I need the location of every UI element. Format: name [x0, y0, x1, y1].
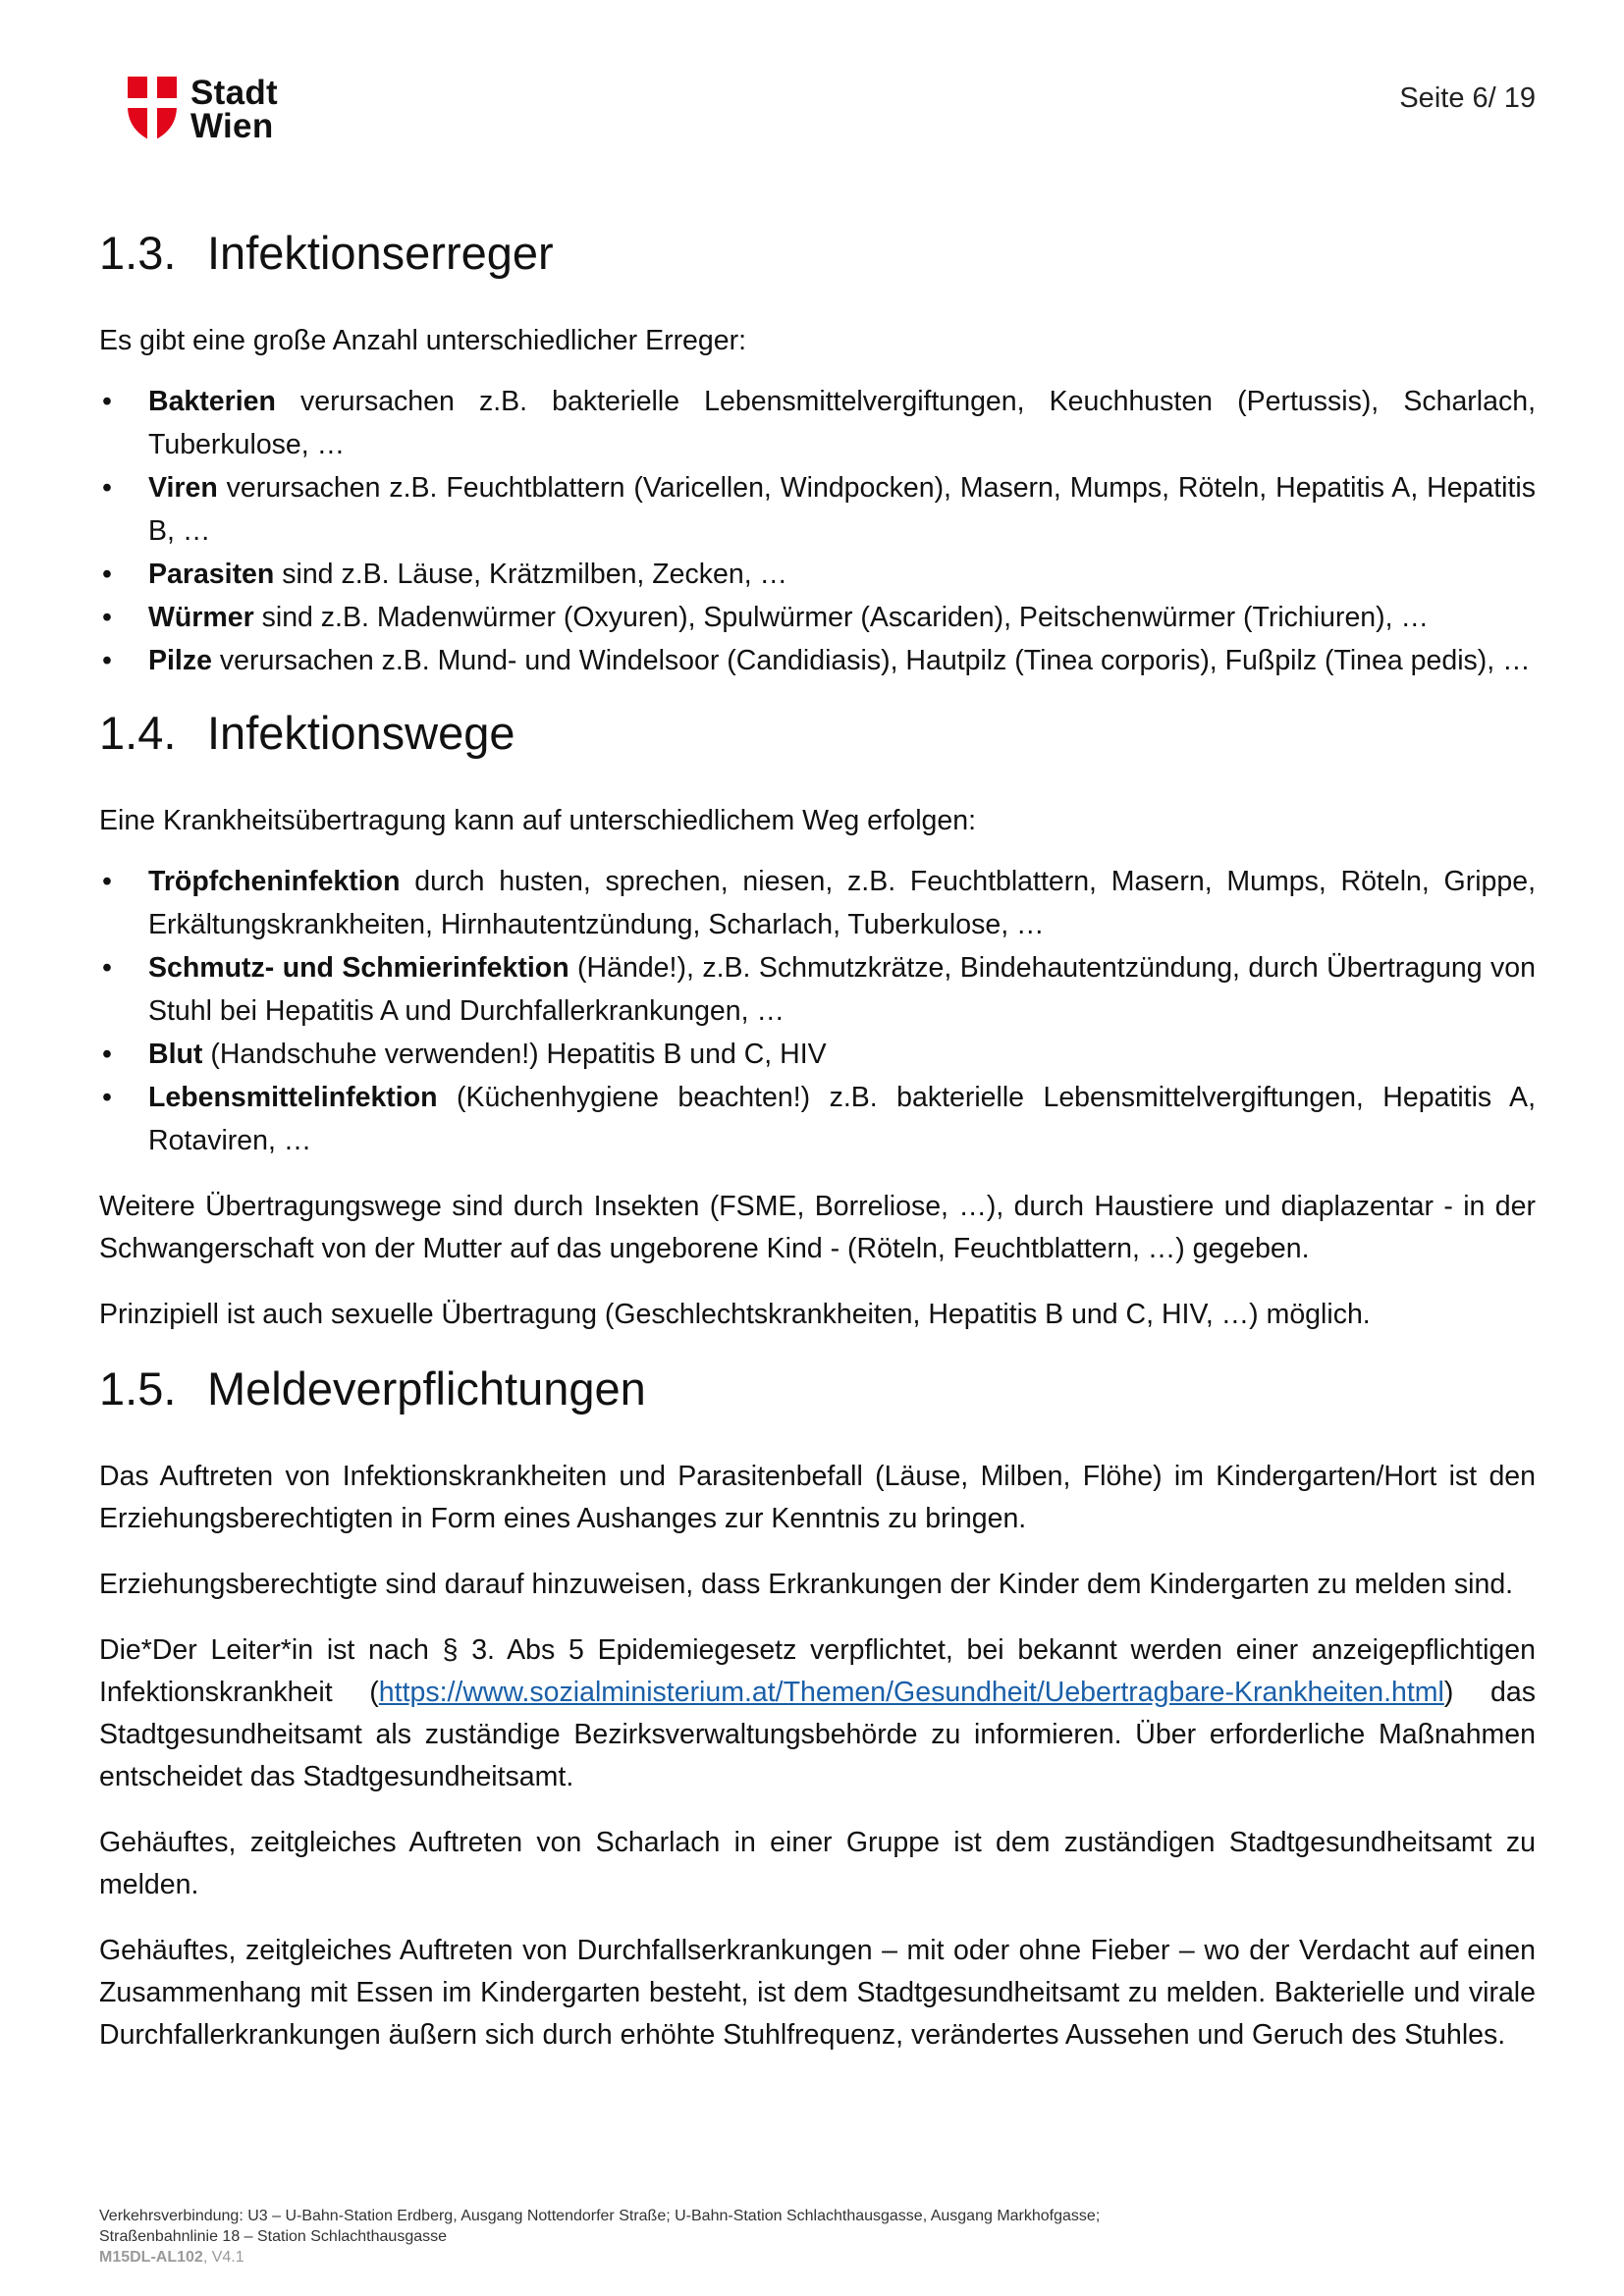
paragraph: Prinzipiell ist auch sexuelle Übertragung (Geschlechtskrankheiten, Hepatitis B und C, HIV, …) möglich. — [99, 1299, 1371, 1330]
page-footer — [99, 2206, 1100, 2268]
page-number: Seite 6/ 19 — [1399, 82, 1536, 114]
bullet-icon: • — [102, 952, 112, 984]
footer-line-1: Verkehrsverbindung: U3 – U-Bahn-Station Erdberg, Ausgang Nottendorfer Straße; U-Bahn-Station Schlachthausgasse, Ausgang Markhofgasse; — [99, 2208, 1101, 2224]
section-title: Infektionswege — [207, 707, 515, 759]
list-item: • Würmer sind z.B. Madenwürmer (Oxyuren), Spulwürmer (Ascariden), Peitschenwürmer (Trichiuren), … — [99, 596, 1536, 639]
list-item: • Schmutz- und Schmierinfektion (Hände!), z.B. Schmutzkrätze, Bindehautentzündung, durch Übertragung von Stuhl bei Hepatitis A und Durchfallerkrankungen, … — [99, 946, 1536, 1033]
logo-line-2: Wien — [190, 107, 274, 145]
list-item: • Viren verursachen z.B. Feuchtblattern (Varicellen, Windpocken), Masern, Mumps, Röteln, Hepatitis A, Hepatitis B, … — [99, 466, 1536, 553]
infektionswege-list — [99, 860, 1536, 1162]
list-item: • Pilze verursachen z.B. Mund- und Windelsoor (Candidiasis), Hautpilz (Tinea corporis), Fußpilz (Tinea pedis), … — [99, 639, 1536, 682]
paragraph: Weitere Übertragungswege sind durch Insekten (FSME, Borreliose, …), durch Haustiere und diaplazentar - in der Schwangerschaft von der Mutter auf das ungeborene Kind - (Röteln, Feuchtblattern, …) gegeben. — [99, 1191, 1536, 1264]
paragraph: Erziehungsberechtigte sind darauf hinzuweisen, dass Erkrankungen der Kinder dem Kindergarten zu melden sind. — [99, 1569, 1514, 1600]
list-item: • Lebensmittelinfektion (Küchenhygiene beachten!) z.B. bakterielle Lebensmittelvergiftungen, Hepatitis A, Rotaviren, … — [99, 1076, 1536, 1162]
section-heading-infektionserreger — [99, 224, 1536, 283]
bullet-icon: • — [102, 866, 112, 897]
bullet-icon: • — [102, 386, 112, 417]
paragraph: Gehäuftes, zeitgleiches Auftreten von Scharlach in einer Gruppe ist dem zuständigen Stadtgesundheitsamt zu melden. — [99, 1827, 1536, 1900]
paragraph: Gehäuftes, zeitgleiches Auftreten von Durchfallserkrankungen – mit oder ohne Fieber – wo der Verdacht auf einen Zusammenhang mit Essen im Kindergarten besteht, ist dem Stadtgesundheitsamt zu melden. Bakterielle und virale Durchfallerkrankungen äußern sich durch erhöhte Stuhlfrequenz, verändertes Aussehen und Geruch des Stuhles. — [99, 1935, 1536, 2051]
section-intro: Eine Krankheitsübertragung kann auf unterschiedlichem Weg erfolgen: — [99, 805, 977, 836]
section-number: 1.5. — [99, 1362, 177, 1415]
list-item: • Tröpfcheninfektion durch husten, sprechen, niesen, z.B. Feuchtblattern, Masern, Mumps, Röteln, Grippe, Erkältungskrankheiten, Hirnhautentzündung, Scharlach, Tuberkulose, … — [99, 860, 1536, 946]
paragraph: Das Auftreten von Infektionskrankheiten und Parasitenbefall (Läuse, Milben, Flöhe) im Kindergarten/Hort ist den Erziehungsberechtigten in Form eines Aushanges zur Kenntnis zu bringen. — [99, 1461, 1536, 1534]
footer-line-2: Straßenbahnlinie 18 – Station Schlachthausgasse — [99, 2228, 448, 2245]
bullet-icon: • — [102, 602, 112, 633]
section-title: Infektionserreger — [207, 227, 554, 279]
stadt-wien-logo — [128, 74, 278, 145]
main-content — [99, 224, 1536, 2056]
list-item: • Parasiten sind z.B. Läuse, Krätzmilben, Zecken, … — [99, 553, 1536, 596]
bullet-icon: • — [102, 1082, 112, 1113]
logo-line-1: Stadt — [190, 74, 278, 112]
paragraph: Die*Der Leiter*in ist nach § 3. Abs 5 Epidemiegesetz verpflichtet, bei bekannt werden einer anzeigepflichtigen Infektionskrankheit (https://www.sozialministerium.at/Themen/Gesundheit/Uebertragbare-Krankheiten.html) das Stadtgesundheitsamt als zuständige Bezirksverwaltungsbehörde zu informieren. Über erforderliche Maßnahmen entscheidet das Stadtgesundheitsamt. — [99, 1634, 1536, 1792]
list-item: • Bakterien verursachen z.B. bakterielle Lebensmittelvergiftungen, Keuchhusten (Pertussis), Scharlach, Tuberkulose, … — [99, 380, 1536, 466]
bullet-icon: • — [102, 559, 112, 590]
bullet-icon: • — [102, 472, 112, 504]
stadt-wien-shield-icon — [128, 77, 177, 141]
bullet-icon: • — [102, 645, 112, 676]
section-heading-infektionswege — [99, 704, 1536, 763]
section-intro: Es gibt eine große Anzahl unterschiedlicher Erreger: — [99, 325, 747, 356]
document-code: M15DL-AL102, V4.1 — [99, 2249, 244, 2266]
section-heading-meldeverpflichtungen — [99, 1360, 1536, 1418]
list-item: • Blut (Handschuhe verwenden!) Hepatitis B und C, HIV — [99, 1033, 1536, 1076]
erreger-list — [99, 380, 1536, 682]
section-number: 1.3. — [99, 227, 177, 279]
bullet-icon: • — [102, 1039, 112, 1070]
section-number: 1.4. — [99, 707, 177, 759]
sozialministerium-link[interactable]: https://www.sozialministerium.at/Themen/Gesundheit/Uebertragbare-Krankheiten.html — [378, 1677, 1444, 1708]
section-title: Meldeverpflichtungen — [207, 1362, 646, 1415]
